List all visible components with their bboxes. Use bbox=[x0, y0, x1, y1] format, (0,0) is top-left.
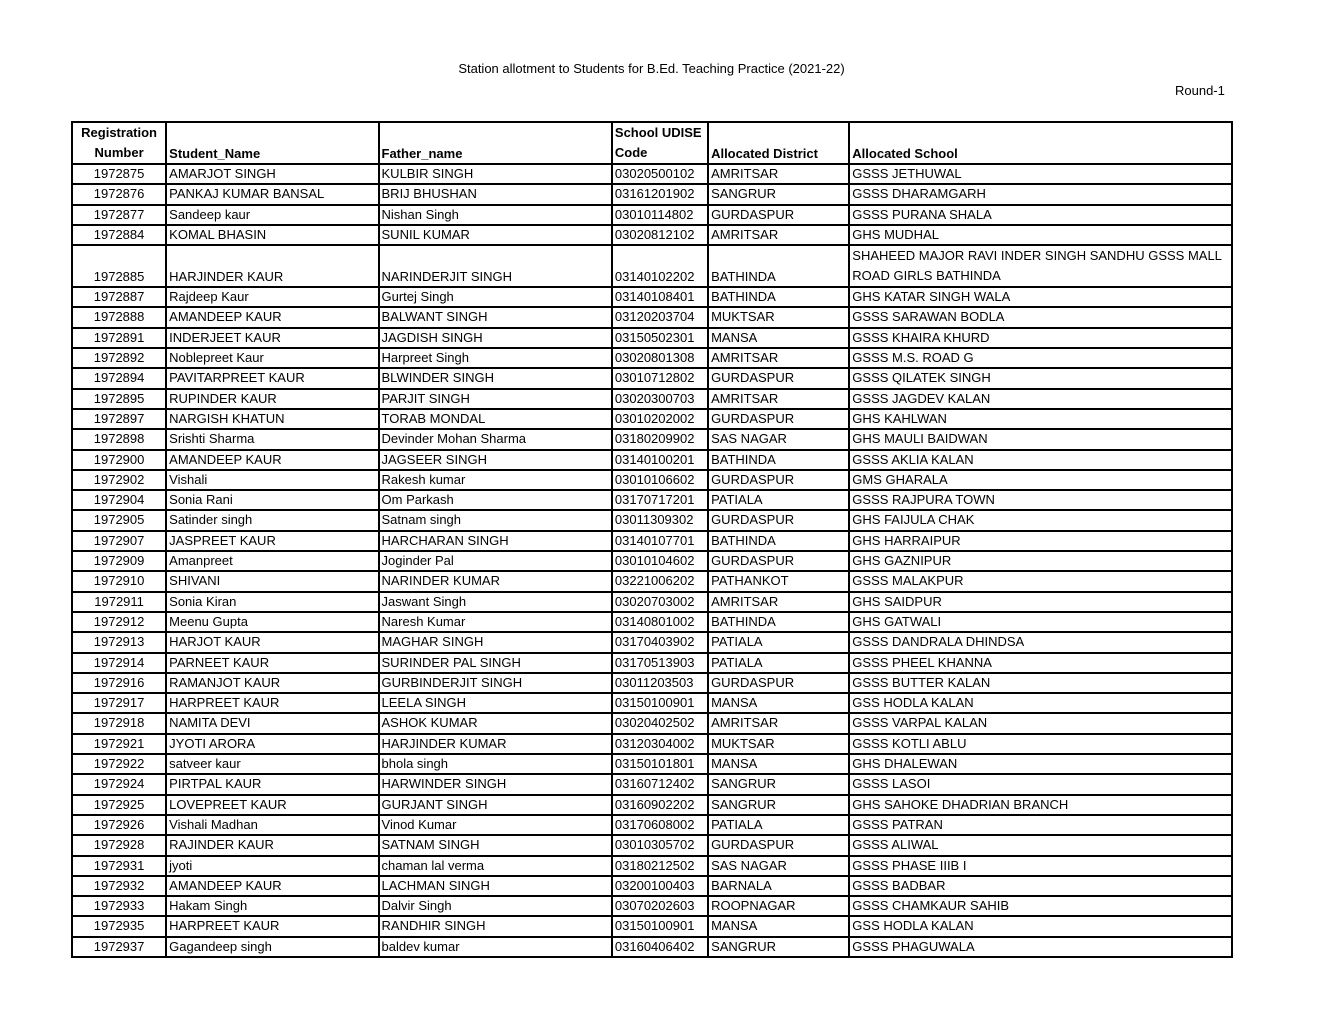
cell-student-name: KOMAL BHASIN bbox=[166, 225, 378, 245]
table-row bbox=[72, 450, 1232, 470]
cell-allocated-school: GSSS CHAMKAUR SAHIB bbox=[849, 896, 1232, 916]
cell-allocated-district: GURDASPUR bbox=[708, 470, 849, 490]
table-row bbox=[72, 876, 1232, 896]
cell-allocated-school: GSSS AKLIA KALAN bbox=[849, 450, 1232, 470]
cell-registration-number: 1972928 bbox=[72, 835, 166, 855]
table-row bbox=[72, 815, 1232, 835]
cell-father-name: Vinod Kumar bbox=[379, 815, 612, 835]
cell-udise-code: 03180209902 bbox=[612, 429, 708, 449]
cell-udise-code: 03010202002 bbox=[612, 409, 708, 429]
cell-father-name: SUNIL KUMAR bbox=[379, 225, 612, 245]
cell-student-name: RAJINDER KAUR bbox=[166, 835, 378, 855]
table-row bbox=[72, 287, 1232, 307]
cell-udise-code: 03160712402 bbox=[612, 774, 708, 794]
cell-allocated-district: PATIALA bbox=[708, 632, 849, 652]
cell-allocated-school: GSSS JAGDEV KALAN bbox=[849, 389, 1232, 409]
table-row bbox=[72, 429, 1232, 449]
cell-registration-number: 1972912 bbox=[72, 612, 166, 632]
cell-udise-code: 03150100901 bbox=[612, 916, 708, 936]
cell-allocated-school: GSSS VARPAL KALAN bbox=[849, 713, 1232, 733]
cell-allocated-school: GHS DHALEWAN bbox=[849, 754, 1232, 774]
cell-father-name: GURJANT SINGH bbox=[379, 795, 612, 815]
document-title: Station allotment to Students for B.Ed. Teaching Practice (2021-22) bbox=[458, 61, 845, 76]
table-row bbox=[72, 916, 1232, 936]
table-row bbox=[72, 490, 1232, 510]
cell-father-name: SURINDER PAL SINGH bbox=[379, 653, 612, 673]
cell-allocated-district: ROOPNAGAR bbox=[708, 896, 849, 916]
cell-allocated-district: GURDASPUR bbox=[708, 205, 849, 225]
cell-allocated-district: MANSA bbox=[708, 754, 849, 774]
cell-father-name: bhola singh bbox=[379, 754, 612, 774]
cell-allocated-district: SANGRUR bbox=[708, 937, 849, 957]
cell-allocated-school: GSSS PHASE IIIB I bbox=[849, 856, 1232, 876]
cell-registration-number: 1972887 bbox=[72, 287, 166, 307]
cell-udise-code: 03010104602 bbox=[612, 551, 708, 571]
table-row bbox=[72, 551, 1232, 571]
cell-father-name: Gurtej Singh bbox=[379, 287, 612, 307]
cell-allocated-district: MANSA bbox=[708, 328, 849, 348]
cell-student-name: JYOTI ARORA bbox=[166, 734, 378, 754]
cell-student-name: PAVITARPREET KAUR bbox=[166, 368, 378, 388]
cell-registration-number: 1972911 bbox=[72, 592, 166, 612]
cell-father-name: Nishan Singh bbox=[379, 205, 612, 225]
cell-allocated-district: PATIALA bbox=[708, 815, 849, 835]
cell-student-name: Sonia Kiran bbox=[166, 592, 378, 612]
cell-allocated-district: MUKTSAR bbox=[708, 734, 849, 754]
cell-allocated-district: BATHINDA bbox=[708, 531, 849, 551]
cell-allocated-district: SANGRUR bbox=[708, 774, 849, 794]
header-allocated-district: Allocated District bbox=[708, 122, 849, 164]
cell-father-name: HARJINDER KUMAR bbox=[379, 734, 612, 754]
cell-allocated-district: GURDASPUR bbox=[708, 835, 849, 855]
cell-father-name: RANDHIR SINGH bbox=[379, 916, 612, 936]
cell-allocated-school: GSSS DANDRALA DHINDSA bbox=[849, 632, 1232, 652]
cell-udise-code: 03170717201 bbox=[612, 490, 708, 510]
cell-father-name: Satnam singh bbox=[379, 510, 612, 530]
cell-allocated-district: AMRITSAR bbox=[708, 713, 849, 733]
cell-allocated-school: GSSS DHARAMGARH bbox=[849, 184, 1232, 204]
cell-udise-code: 03010114802 bbox=[612, 205, 708, 225]
cell-father-name: PARJIT SINGH bbox=[379, 389, 612, 409]
table-row bbox=[72, 754, 1232, 774]
header-udise-line2: Code bbox=[614, 145, 648, 160]
allotment-table bbox=[71, 121, 1233, 958]
table-row bbox=[72, 896, 1232, 916]
cell-udise-code: 03070202603 bbox=[612, 896, 708, 916]
table-row bbox=[72, 531, 1232, 551]
cell-registration-number: 1972877 bbox=[72, 205, 166, 225]
cell-allocated-school: GSS HODLA KALAN bbox=[849, 693, 1232, 713]
table-row bbox=[72, 348, 1232, 368]
header-allocated-school: Allocated School bbox=[849, 122, 1232, 164]
cell-student-name: Satinder singh bbox=[166, 510, 378, 530]
table-row bbox=[72, 225, 1232, 245]
cell-father-name: LACHMAN SINGH bbox=[379, 876, 612, 896]
cell-allocated-school: GSSS PURANA SHALA bbox=[849, 205, 1232, 225]
cell-registration-number: 1972921 bbox=[72, 734, 166, 754]
cell-father-name: NARINDERJIT SINGH bbox=[379, 245, 612, 287]
cell-registration-number: 1972875 bbox=[72, 164, 166, 184]
cell-udise-code: 03010712802 bbox=[612, 368, 708, 388]
cell-registration-number: 1972931 bbox=[72, 856, 166, 876]
cell-allocated-district: GURDASPUR bbox=[708, 551, 849, 571]
table-row bbox=[72, 653, 1232, 673]
cell-allocated-school: SHAHEED MAJOR RAVI INDER SINGH SANDHU GSSS MALL ROAD GIRLS BATHINDA bbox=[849, 245, 1232, 287]
cell-allocated-school: GSSS BADBAR bbox=[849, 876, 1232, 896]
cell-registration-number: 1972888 bbox=[72, 307, 166, 327]
cell-allocated-district: AMRITSAR bbox=[708, 389, 849, 409]
cell-allocated-school: GSSS PHAGUWALA bbox=[849, 937, 1232, 957]
cell-allocated-school: GSSS MALAKPUR bbox=[849, 571, 1232, 591]
cell-allocated-school: GSSS BUTTER KALAN bbox=[849, 673, 1232, 693]
cell-udise-code: 03221006202 bbox=[612, 571, 708, 591]
cell-udise-code: 03140108401 bbox=[612, 287, 708, 307]
cell-udise-code: 03170608002 bbox=[612, 815, 708, 835]
cell-registration-number: 1972933 bbox=[72, 896, 166, 916]
cell-student-name: LOVEPREET KAUR bbox=[166, 795, 378, 815]
cell-registration-number: 1972916 bbox=[72, 673, 166, 693]
cell-father-name: HARWINDER SINGH bbox=[379, 774, 612, 794]
cell-allocated-district: GURDASPUR bbox=[708, 510, 849, 530]
table-row bbox=[72, 307, 1232, 327]
cell-father-name: GURBINDERJIT SINGH bbox=[379, 673, 612, 693]
cell-allocated-district: BATHINDA bbox=[708, 450, 849, 470]
header-registration-number bbox=[72, 122, 166, 164]
cell-registration-number: 1972904 bbox=[72, 490, 166, 510]
cell-student-name: JASPREET KAUR bbox=[166, 531, 378, 551]
cell-allocated-school: GSSS PATRAN bbox=[849, 815, 1232, 835]
cell-student-name: Srishti Sharma bbox=[166, 429, 378, 449]
cell-father-name: Harpreet Singh bbox=[379, 348, 612, 368]
cell-father-name: HARCHARAN SINGH bbox=[379, 531, 612, 551]
cell-allocated-school: GSSS ALIWAL bbox=[849, 835, 1232, 855]
cell-allocated-district: PATIALA bbox=[708, 653, 849, 673]
cell-udise-code: 03200100403 bbox=[612, 876, 708, 896]
table-row bbox=[72, 205, 1232, 225]
cell-allocated-district: SAS NAGAR bbox=[708, 856, 849, 876]
cell-udise-code: 03020402502 bbox=[612, 713, 708, 733]
cell-registration-number: 1972902 bbox=[72, 470, 166, 490]
table-row bbox=[72, 937, 1232, 957]
cell-student-name: Vishali Madhan bbox=[166, 815, 378, 835]
cell-student-name: Hakam Singh bbox=[166, 896, 378, 916]
cell-allocated-school: GMS GHARALA bbox=[849, 470, 1232, 490]
cell-allocated-school: GHS HARRAIPUR bbox=[849, 531, 1232, 551]
cell-allocated-district: GURDASPUR bbox=[708, 673, 849, 693]
cell-udise-code: 03161201902 bbox=[612, 184, 708, 204]
cell-registration-number: 1972907 bbox=[72, 531, 166, 551]
cell-father-name: Devinder Mohan Sharma bbox=[379, 429, 612, 449]
cell-father-name: KULBIR SINGH bbox=[379, 164, 612, 184]
cell-student-name: PANKAJ KUMAR BANSAL bbox=[166, 184, 378, 204]
cell-student-name: HARPREET KAUR bbox=[166, 916, 378, 936]
cell-student-name: Sandeep kaur bbox=[166, 205, 378, 225]
cell-father-name: Dalvir Singh bbox=[379, 896, 612, 916]
cell-registration-number: 1972909 bbox=[72, 551, 166, 571]
cell-allocated-district: AMRITSAR bbox=[708, 592, 849, 612]
table-row bbox=[72, 389, 1232, 409]
cell-student-name: Sonia Rani bbox=[166, 490, 378, 510]
cell-student-name: RAMANJOT KAUR bbox=[166, 673, 378, 693]
cell-registration-number: 1972937 bbox=[72, 937, 166, 957]
cell-father-name: LEELA SINGH bbox=[379, 693, 612, 713]
header-udise-code bbox=[612, 122, 708, 164]
cell-allocated-school: GSSS QILATEK SINGH bbox=[849, 368, 1232, 388]
table-row bbox=[72, 612, 1232, 632]
cell-udise-code: 03150502301 bbox=[612, 328, 708, 348]
cell-udise-code: 03020801308 bbox=[612, 348, 708, 368]
cell-allocated-school: GHS MAULI BAIDWAN bbox=[849, 429, 1232, 449]
table-row bbox=[72, 632, 1232, 652]
cell-father-name: TORAB MONDAL bbox=[379, 409, 612, 429]
table-row bbox=[72, 673, 1232, 693]
cell-allocated-school: GSSS KHAIRA KHURD bbox=[849, 328, 1232, 348]
table-row bbox=[72, 368, 1232, 388]
header-row bbox=[72, 122, 1232, 164]
cell-father-name: Joginder Pal bbox=[379, 551, 612, 571]
cell-udise-code: 03010106602 bbox=[612, 470, 708, 490]
cell-registration-number: 1972925 bbox=[72, 795, 166, 815]
cell-allocated-district: PATHANKOT bbox=[708, 571, 849, 591]
header-udise-line1: School UDISE bbox=[614, 125, 702, 140]
header-reg-line2: Number bbox=[94, 145, 144, 160]
cell-allocated-district: BATHINDA bbox=[708, 612, 849, 632]
cell-udise-code: 03160902202 bbox=[612, 795, 708, 815]
header-father-name: Father_name bbox=[379, 122, 612, 164]
cell-student-name: PIRTPAL KAUR bbox=[166, 774, 378, 794]
cell-udise-code: 03180212502 bbox=[612, 856, 708, 876]
cell-registration-number: 1972895 bbox=[72, 389, 166, 409]
table-body bbox=[72, 164, 1232, 957]
cell-registration-number: 1972885 bbox=[72, 245, 166, 287]
cell-father-name: BRIJ BHUSHAN bbox=[379, 184, 612, 204]
cell-allocated-school: GSSS SARAWAN BODLA bbox=[849, 307, 1232, 327]
table-row bbox=[72, 409, 1232, 429]
cell-father-name: JAGDISH SINGH bbox=[379, 328, 612, 348]
cell-registration-number: 1972897 bbox=[72, 409, 166, 429]
cell-registration-number: 1972910 bbox=[72, 571, 166, 591]
table-row bbox=[72, 470, 1232, 490]
cell-allocated-school: GSSS RAJPURA TOWN bbox=[849, 490, 1232, 510]
cell-registration-number: 1972922 bbox=[72, 754, 166, 774]
cell-udise-code: 03140102202 bbox=[612, 245, 708, 287]
cell-udise-code: 03010305702 bbox=[612, 835, 708, 855]
cell-udise-code: 03150101801 bbox=[612, 754, 708, 774]
cell-registration-number: 1972914 bbox=[72, 653, 166, 673]
cell-father-name: NARINDER KUMAR bbox=[379, 571, 612, 591]
cell-udise-code: 03020812102 bbox=[612, 225, 708, 245]
cell-father-name: MAGHAR SINGH bbox=[379, 632, 612, 652]
cell-student-name: Vishali bbox=[166, 470, 378, 490]
table-row bbox=[72, 795, 1232, 815]
cell-student-name: Amanpreet bbox=[166, 551, 378, 571]
cell-registration-number: 1972898 bbox=[72, 429, 166, 449]
cell-udise-code: 03020300703 bbox=[612, 389, 708, 409]
cell-registration-number: 1972892 bbox=[72, 348, 166, 368]
cell-student-name: PARNEET KAUR bbox=[166, 653, 378, 673]
cell-udise-code: 03170403902 bbox=[612, 632, 708, 652]
cell-father-name: BALWANT SINGH bbox=[379, 307, 612, 327]
table-row bbox=[72, 835, 1232, 855]
cell-student-name: Meenu Gupta bbox=[166, 612, 378, 632]
cell-allocated-district: MANSA bbox=[708, 693, 849, 713]
cell-allocated-school: GHS GATWALI bbox=[849, 612, 1232, 632]
cell-allocated-district: AMRITSAR bbox=[708, 225, 849, 245]
table-row bbox=[72, 774, 1232, 794]
cell-allocated-district: MANSA bbox=[708, 916, 849, 936]
cell-allocated-district: BATHINDA bbox=[708, 287, 849, 307]
cell-student-name: jyoti bbox=[166, 856, 378, 876]
table-row bbox=[72, 328, 1232, 348]
cell-student-name: NAMITA DEVI bbox=[166, 713, 378, 733]
cell-allocated-district: BATHINDA bbox=[708, 245, 849, 287]
cell-registration-number: 1972926 bbox=[72, 815, 166, 835]
cell-student-name: Gagandeep singh bbox=[166, 937, 378, 957]
table-row bbox=[72, 164, 1232, 184]
cell-allocated-district: PATIALA bbox=[708, 490, 849, 510]
table-row bbox=[72, 510, 1232, 530]
cell-udise-code: 03020703002 bbox=[612, 592, 708, 612]
cell-allocated-school: GSS HODLA KALAN bbox=[849, 916, 1232, 936]
cell-allocated-district: GURDASPUR bbox=[708, 409, 849, 429]
cell-allocated-school: GSSS LASOI bbox=[849, 774, 1232, 794]
cell-registration-number: 1972894 bbox=[72, 368, 166, 388]
cell-allocated-school: GSSS KOTLI ABLU bbox=[849, 734, 1232, 754]
cell-father-name: Om Parkash bbox=[379, 490, 612, 510]
cell-registration-number: 1972935 bbox=[72, 916, 166, 936]
cell-allocated-district: SANGRUR bbox=[708, 184, 849, 204]
cell-allocated-district: AMRITSAR bbox=[708, 348, 849, 368]
cell-allocated-school: GHS GAZNIPUR bbox=[849, 551, 1232, 571]
table-row bbox=[72, 184, 1232, 204]
cell-udise-code: 03020500102 bbox=[612, 164, 708, 184]
cell-allocated-district: GURDASPUR bbox=[708, 368, 849, 388]
cell-father-name: BLWINDER SINGH bbox=[379, 368, 612, 388]
cell-registration-number: 1972905 bbox=[72, 510, 166, 530]
header-reg-line1: Registration bbox=[81, 125, 157, 140]
cell-student-name: INDERJEET KAUR bbox=[166, 328, 378, 348]
table-row bbox=[72, 592, 1232, 612]
cell-father-name: SATNAM SINGH bbox=[379, 835, 612, 855]
cell-udise-code: 03160406402 bbox=[612, 937, 708, 957]
cell-father-name: chaman lal verma bbox=[379, 856, 612, 876]
cell-student-name: AMARJOT SINGH bbox=[166, 164, 378, 184]
cell-allocated-school: GSSS M.S. ROAD G bbox=[849, 348, 1232, 368]
cell-registration-number: 1972924 bbox=[72, 774, 166, 794]
cell-allocated-district: SAS NAGAR bbox=[708, 429, 849, 449]
cell-allocated-school: GHS SAHOKE DHADRIAN BRANCH bbox=[849, 795, 1232, 815]
cell-student-name: AMANDEEP KAUR bbox=[166, 876, 378, 896]
cell-udise-code: 03140107701 bbox=[612, 531, 708, 551]
cell-udise-code: 03170513903 bbox=[612, 653, 708, 673]
cell-father-name: Naresh Kumar bbox=[379, 612, 612, 632]
cell-allocated-school: GHS KATAR SINGH WALA bbox=[849, 287, 1232, 307]
cell-student-name: HARPREET KAUR bbox=[166, 693, 378, 713]
cell-registration-number: 1972876 bbox=[72, 184, 166, 204]
cell-student-name: Rajdeep Kaur bbox=[166, 287, 378, 307]
cell-registration-number: 1972932 bbox=[72, 876, 166, 896]
cell-student-name: satveer kaur bbox=[166, 754, 378, 774]
table-row bbox=[72, 734, 1232, 754]
cell-student-name: HARJINDER KAUR bbox=[166, 245, 378, 287]
cell-student-name: SHIVANI bbox=[166, 571, 378, 591]
cell-student-name: AMANDEEP KAUR bbox=[166, 450, 378, 470]
table-row bbox=[72, 245, 1232, 287]
cell-allocated-district: SANGRUR bbox=[708, 795, 849, 815]
cell-father-name: ASHOK KUMAR bbox=[379, 713, 612, 733]
cell-father-name: Jaswant Singh bbox=[379, 592, 612, 612]
header-student-name: Student_Name bbox=[166, 122, 378, 164]
cell-allocated-school: GHS KAHLWAN bbox=[849, 409, 1232, 429]
cell-father-name: JAGSEER SINGH bbox=[379, 450, 612, 470]
cell-registration-number: 1972918 bbox=[72, 713, 166, 733]
table-row bbox=[72, 571, 1232, 591]
cell-udise-code: 03140801002 bbox=[612, 612, 708, 632]
cell-student-name: Noblepreet Kaur bbox=[166, 348, 378, 368]
cell-registration-number: 1972891 bbox=[72, 328, 166, 348]
cell-allocated-district: AMRITSAR bbox=[708, 164, 849, 184]
cell-registration-number: 1972900 bbox=[72, 450, 166, 470]
cell-student-name: NARGISH KHATUN bbox=[166, 409, 378, 429]
cell-registration-number: 1972913 bbox=[72, 632, 166, 652]
cell-student-name: HARJOT KAUR bbox=[166, 632, 378, 652]
table-row bbox=[72, 856, 1232, 876]
cell-allocated-school: GHS MUDHAL bbox=[849, 225, 1232, 245]
cell-allocated-school: GHS FAIJULA CHAK bbox=[849, 510, 1232, 530]
table-row bbox=[72, 713, 1232, 733]
cell-father-name: baldev kumar bbox=[379, 937, 612, 957]
cell-udise-code: 03011309302 bbox=[612, 510, 708, 530]
cell-allocated-school: GHS SAIDPUR bbox=[849, 592, 1232, 612]
cell-udise-code: 03120304002 bbox=[612, 734, 708, 754]
cell-allocated-district: MUKTSAR bbox=[708, 307, 849, 327]
cell-student-name: RUPINDER KAUR bbox=[166, 389, 378, 409]
cell-udise-code: 03150100901 bbox=[612, 693, 708, 713]
cell-father-name: Rakesh kumar bbox=[379, 470, 612, 490]
cell-registration-number: 1972917 bbox=[72, 693, 166, 713]
cell-allocated-school: GSSS PHEEL KHANNA bbox=[849, 653, 1232, 673]
cell-student-name: AMANDEEP KAUR bbox=[166, 307, 378, 327]
cell-allocated-school: GSSS JETHUWAL bbox=[849, 164, 1232, 184]
cell-allocated-district: BARNALA bbox=[708, 876, 849, 896]
table-row bbox=[72, 693, 1232, 713]
cell-udise-code: 03140100201 bbox=[612, 450, 708, 470]
round-label: Round-1 bbox=[1175, 83, 1225, 98]
cell-udise-code: 03120203704 bbox=[612, 307, 708, 327]
cell-udise-code: 03011203503 bbox=[612, 673, 708, 693]
cell-registration-number: 1972884 bbox=[72, 225, 166, 245]
